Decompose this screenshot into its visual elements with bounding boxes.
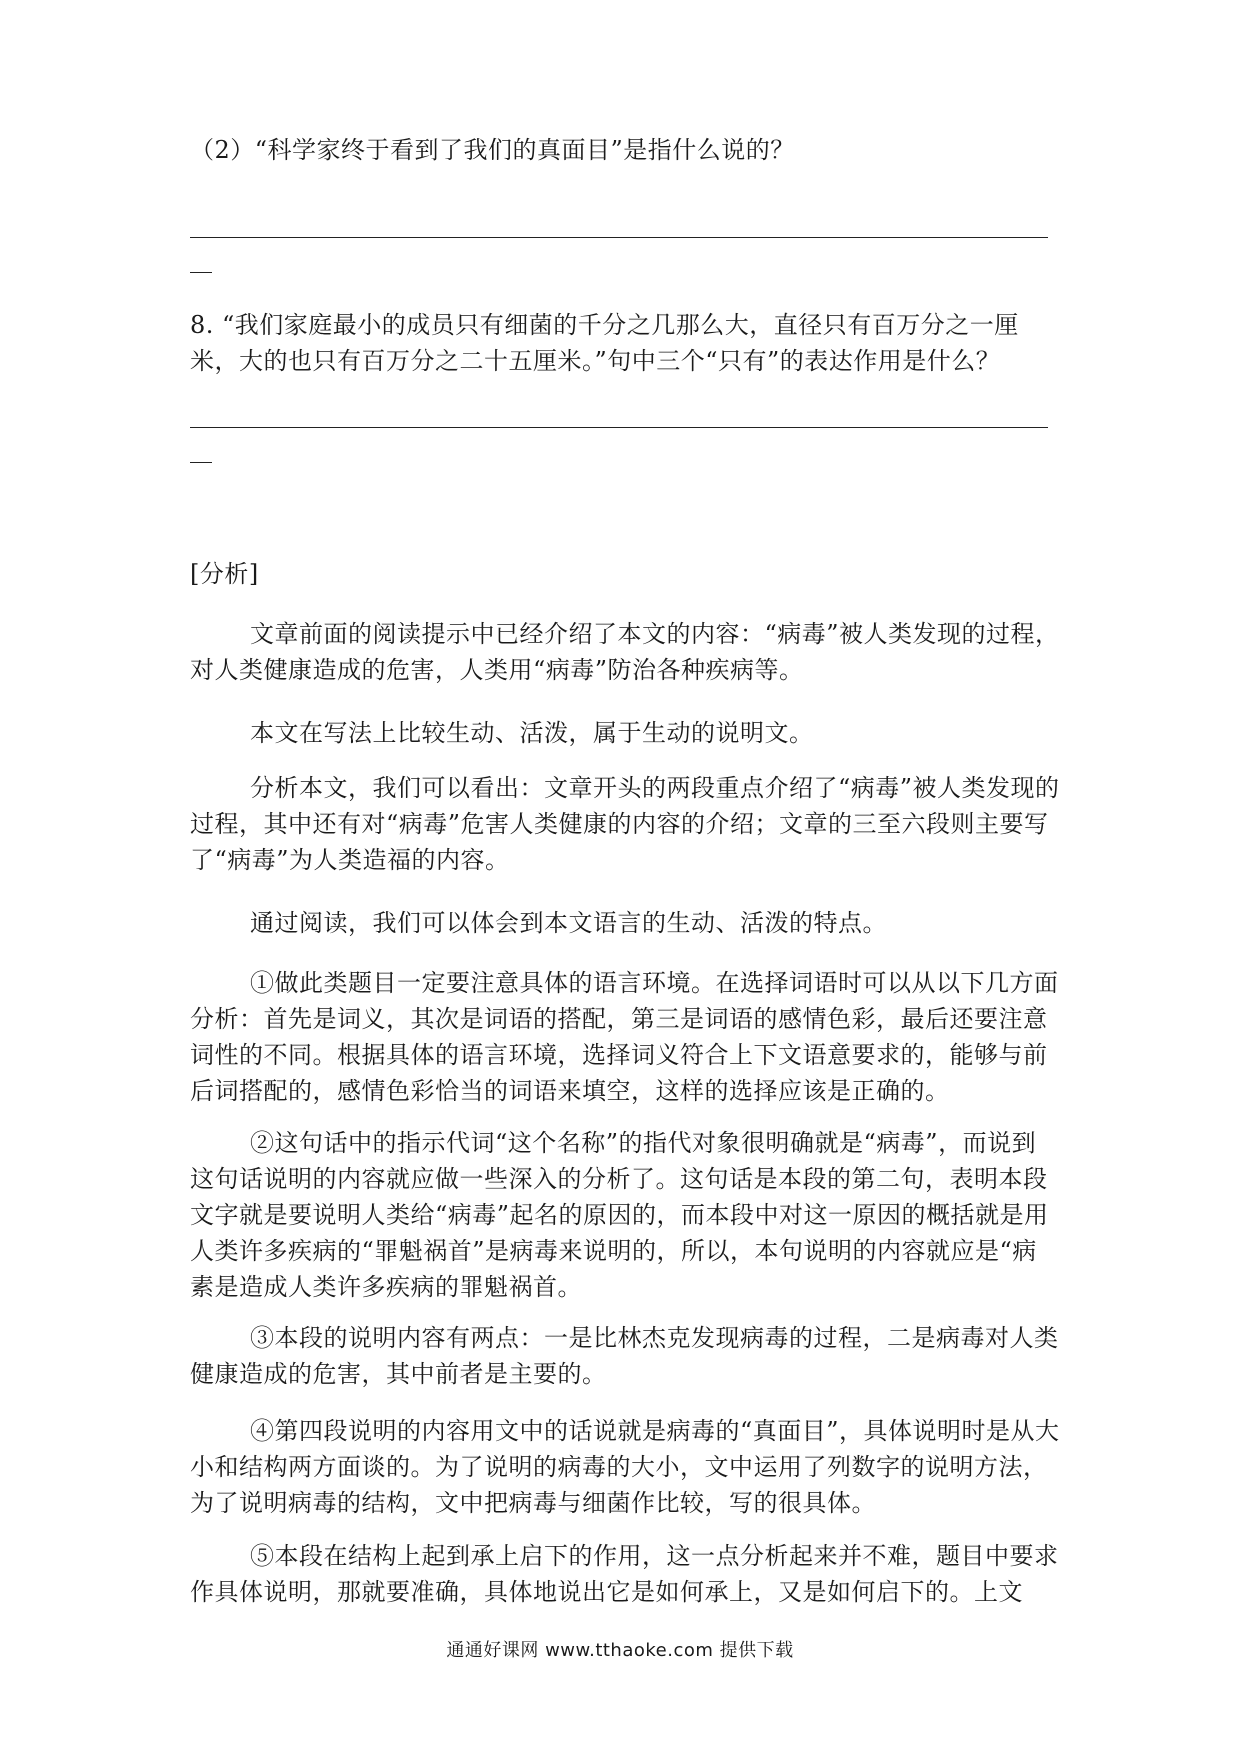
question-8: 8. “我们家庭最小的成员只有细菌的千分之几那么大，直径只有百万分之一厘米，大的也只有百万分之二十五厘米。”句中三个“只有”的表达作用是什么？ bbox=[190, 311, 1019, 375]
analysis-paragraph: ⑤本段在结构上起到承上启下的作用，这一点分析起来并不难，题目中要求作具体说明，那就要准确，具体地说出它是如何承上，又是如何启下的。上文 bbox=[190, 1542, 1059, 1606]
analysis-paragraph: ①做此类题目一定要注意具体的语言环境。在选择词语时可以从以下几方面分析：首先是词义，其次是词语的搭配，第三是词语的感情色彩，最后还要注意词性的不同。根据具体的语言环境，选择词义符合上下文语意要求的，能够与前后词搭配的，感情色彩恰当的词语来填空，这样的选择应该是正确的。 bbox=[190, 969, 1059, 1105]
analysis-paragraph: 分析本文，我们可以看出：文章开头的两段重点介绍了“病毒”被人类发现的过程，其中还有对“病毒”危害人类健康的内容的介绍；文章的三至六段则主要写了“病毒”为人类造福的内容。 bbox=[190, 774, 1060, 874]
analysis-paragraph: ④第四段说明的内容用文中的话说就是病毒的“真面目”，具体说明时是从大小和结构两方面谈的。为了说明的病毒的大小，文中运用了列数字的说明方法，为了说明病毒的结构，文中把病毒与细菌作比较，写的很具体。 bbox=[190, 1417, 1060, 1517]
analysis-paragraph: ③本段的说明内容有两点：一是比林杰克发现病毒的过程，二是病毒对人类健康造成的危害，其中前者是主要的。 bbox=[190, 1324, 1059, 1388]
answer-line-tail bbox=[190, 462, 212, 463]
analysis-paragraph: 文章前面的阅读提示中已经介绍了本文的内容：“病毒”被人类发现的过程，对人类健康造成的危害，人类用“病毒”防治各种疾病等。 bbox=[190, 620, 1060, 684]
answer-line bbox=[190, 237, 1048, 238]
analysis-paragraph: 通过阅读，我们可以体会到本文语言的生动、活泼的特点。 bbox=[250, 909, 887, 937]
analysis-paragraph: 本文在写法上比较生动、活泼，属于生动的说明文。 bbox=[250, 719, 814, 747]
analysis-heading: [分析] bbox=[190, 560, 259, 588]
page-footer: 通通好课网 www.tthaoke.com 提供下载 bbox=[446, 1640, 794, 1661]
answer-line bbox=[190, 427, 1048, 428]
answer-line-tail bbox=[190, 272, 212, 273]
analysis-paragraph: ②这句话中的指示代词“这个名称”的指代对象很明确就是“病毒”，而说到这句话说明的内容就应做一些深入的分析了。这句话是本段的第二句，表明本段文字就是要说明人类给“病毒”起名的原因的，而本段中对这一原因的概括就是用人类许多疾病的“罪魁祸首”是病毒来说明的，所以，本句说明的内容就应是“病素是造成人类许多疾病的罪魁祸首。 bbox=[190, 1129, 1049, 1301]
question-7-2: （2）“科学家终于看到了我们的真面目”是指什么说的？ bbox=[190, 136, 795, 164]
